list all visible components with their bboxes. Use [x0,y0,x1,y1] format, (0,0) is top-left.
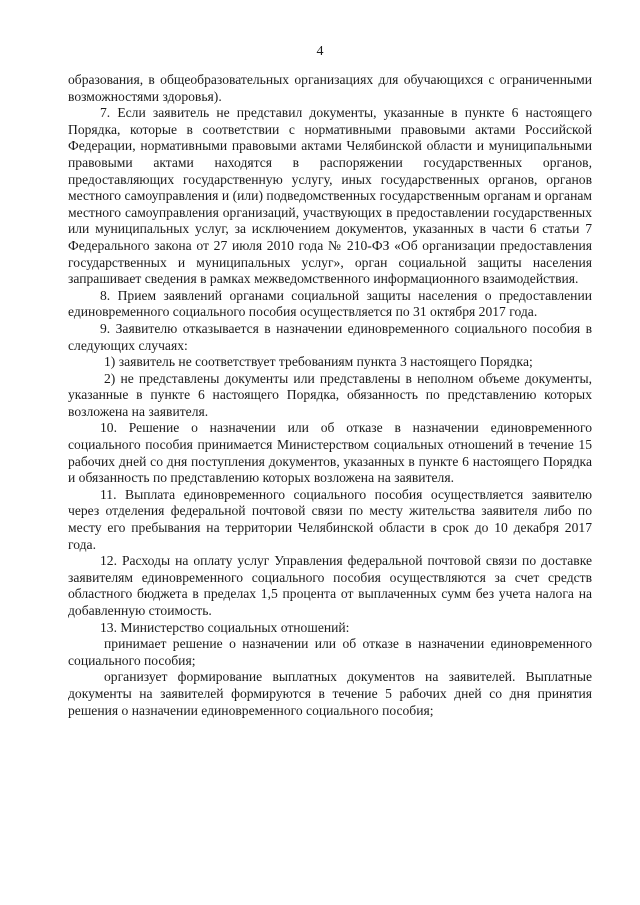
paragraph-continuation: образования, в общеобразовательных организациях для обучающихся с ограниченными возможностями здоровья). [68,72,592,104]
paragraph-7: 7. Если заявитель не представил документы, указанные в пункте 6 настоящего Порядка, которые в соответствии с нормативными правовыми актами Российской Федерации, нормативными правовыми актами Челябинской области и муниципальными правовыми актами находятся в распоряжении государственных органов, предоставляющих государственную услугу, иных государственных органов, органов местного самоуправления и (или) подведомственных государственным органам и органам местного самоуправления организаций, участвующих в предоставлении государственных или муниципальных услуг, за исключением документов, указанных в части 6 статьи 7 Федерального закона от 27 июля 2010 года № 210-ФЗ «Об организации предоставления государственных и муниципальных услуг», орган социальной защиты населения запрашивает сведения в рамках межведомственного информационного взаимодействия. [68,105,592,287]
paragraph-8: 8. Прием заявлений органами социальной защиты населения о предоставлении единовременного социального пособия осуществляется по 31 октября 2017 года. [68,287,592,320]
paragraph-11: 11. Выплата единовременного социального пособия осуществляется заявителю через отделения федеральной почтовой связи по месту жительства заявителя либо по месту его пребывания на территории Челябинской области в срок до 10 декабря 2017 года. [68,486,592,552]
paragraph-13-item-2: организует формирование выплатных документов на заявителей. Выплатные документы на заявителей формируются в течение 5 рабочих дней со дня принятия решения о назначении единовременного социального пособия; [68,669,592,718]
paragraph-9-item-1: 1) заявитель не соответствует требованиям пункта 3 настоящего Порядка; [104,354,533,370]
paragraph-9-item-2: 2) не представлены документы или представлены в неполном объеме документы, указанные в пункте 6 настоящего Порядка, обязанность по представлению которых возложена на заявителя. [68,370,592,419]
page-number: 4 [316,44,324,59]
paragraph-13: 13. Министерство социальных отношений: [100,619,350,635]
document-body [68,72,592,719]
paragraph-12: 12. Расходы на оплату услуг Управления федеральной почтовой связи по доставке заявителям единовременного социального пособия осуществляются за счет средств областного бюджета в пределах 1,5 процента от выплаченных сумм без учета налога на добавленную стоимость. [68,553,592,618]
paragraph-10: 10. Решение о назначении или об отказе в назначении единовременного социального пособия принимается Министерством социальных отношений в течение 15 рабочих дней со дня поступления документов, указанных в пункте 6 настоящего Порядка и обязанность по представлению которых возложена на заявителя. [68,420,592,486]
paragraph-13-item-1: принимает решение о назначении или об отказе в назначении единовременного социального пособия; [68,636,592,668]
paragraph-9: 9. Заявителю отказывается в назначении единовременного социального пособия в следующих случаях: [68,320,592,353]
